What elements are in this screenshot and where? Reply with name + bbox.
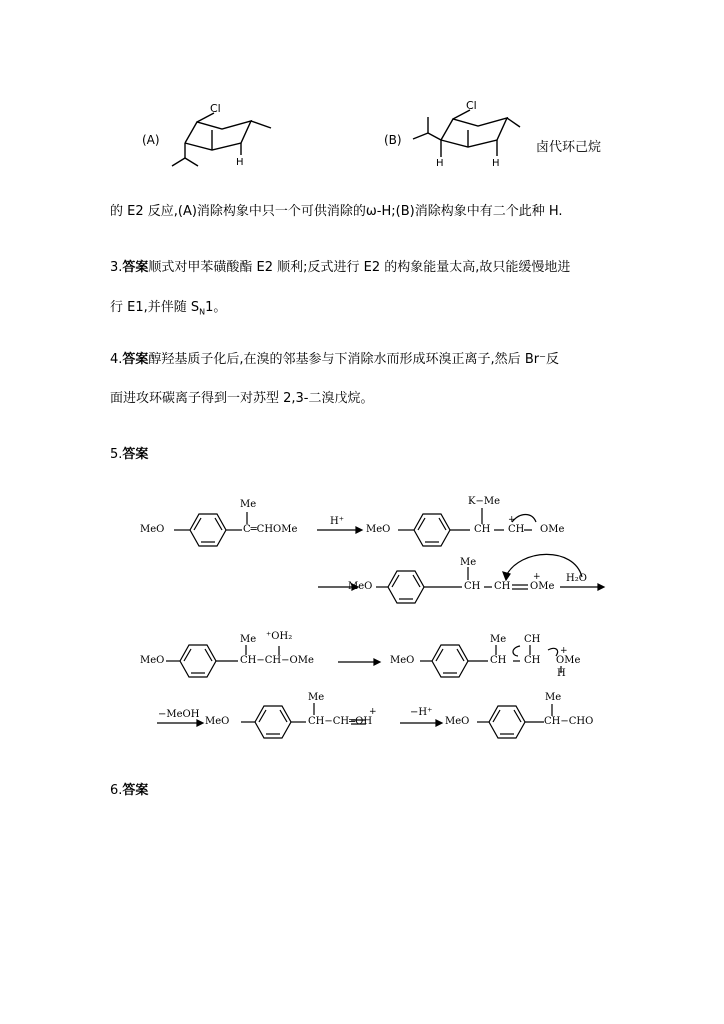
h-label: H	[557, 668, 566, 679]
ch-label: CH	[474, 524, 491, 535]
q3-text-line2-post: 1。	[205, 300, 227, 315]
ch-label: CH	[464, 581, 481, 592]
ch-ch-ome-label: CH−CH−OMe	[240, 655, 314, 666]
chlorine-label-a: Cl	[210, 102, 221, 115]
ch-label: CH	[508, 524, 525, 535]
ome-label: OMe	[540, 524, 565, 535]
q4-number: 4.	[110, 352, 123, 367]
q6-number: 6.	[110, 783, 123, 798]
ch-label: CH	[524, 655, 541, 666]
meo-label: MeO	[348, 581, 373, 592]
figure-caption: 卤代环己烷	[536, 140, 602, 155]
k-me-label: K−Me	[468, 496, 501, 507]
chlorine-label-b: Cl	[466, 99, 477, 112]
ch-label: CH	[490, 655, 507, 666]
meo-label: MeO	[445, 716, 470, 727]
ch-cho-label: CH−CHO	[544, 716, 594, 727]
q3-answer-label: 答案	[122, 260, 149, 275]
ch-eq-oh-label: CH−CH═OH	[308, 716, 373, 727]
q4-answer-label: 答案	[122, 352, 149, 367]
conformer-b-label: (B)	[384, 133, 402, 147]
q3-number: 3.	[110, 260, 123, 275]
me-label: Me	[460, 557, 477, 568]
ch-label: CH	[494, 581, 511, 592]
ome-label: OMe	[530, 581, 555, 592]
me-label: Me	[240, 634, 257, 645]
conformer-a-label: (A)	[142, 133, 160, 147]
hydrogen-label-b1: H	[436, 158, 444, 169]
me-label: Me	[490, 634, 507, 645]
me-label: Me	[308, 692, 325, 703]
me-label: Me	[545, 692, 562, 703]
meo-label: MeO	[390, 655, 415, 666]
hydrogen-label-b2: H	[492, 158, 500, 169]
meo-label: MeO	[205, 716, 230, 727]
answer-4-line2: 面进攻环碳离子得到一对苏型 2,3-二溴戊烷。	[110, 391, 374, 406]
oxonium-oh2-label: ⁺OH₂	[266, 631, 293, 642]
q3-text-line1: 顺式对甲苯磺酸酯 E2 顺利;反式进行 E2 的构象能量太高,故只能缓慢地进	[148, 260, 571, 275]
water-reagent: H₂O	[566, 573, 587, 584]
proton-reagent: H⁺	[330, 516, 344, 527]
q3-subscript: N	[199, 307, 206, 317]
hydrogen-label-a: H	[236, 157, 244, 168]
me-label: Me	[240, 499, 257, 510]
q5-number: 5.	[110, 447, 123, 462]
q3-text-line2-pre: 行 E1,并伴随 S	[110, 300, 200, 315]
q6-answer-label: 答案	[122, 783, 149, 798]
ch-label: CH	[524, 634, 541, 645]
meo-label: MeO	[140, 524, 165, 535]
meo-label: MeO	[366, 524, 391, 535]
q4-text-line1: 醇羟基质子化后,在溴的邻基参与下消除水而形成环溴正离子,然后 Br⁻反	[148, 352, 559, 367]
plus-sign: +	[533, 572, 541, 582]
q5-answer-label: 答案	[122, 447, 149, 462]
plus-sign: +	[369, 707, 377, 717]
meo-label: MeO	[140, 655, 165, 666]
minus-meoh-reagent: −MeOH	[158, 709, 200, 720]
plus-sign: +	[508, 515, 516, 525]
ome-label: OMe	[556, 655, 581, 666]
paragraph-e2-reaction: 的 E2 反应,(A)消除构象中只一个可供消除的ω-H;(B)消除构象中有二个此种 H.	[110, 204, 563, 219]
plus-sign: +	[560, 646, 568, 656]
enol-ether-label: C═CHOMe	[243, 524, 298, 535]
answer-6-heading	[110, 779, 148, 798]
minus-proton-reagent: −H⁺	[410, 707, 433, 718]
